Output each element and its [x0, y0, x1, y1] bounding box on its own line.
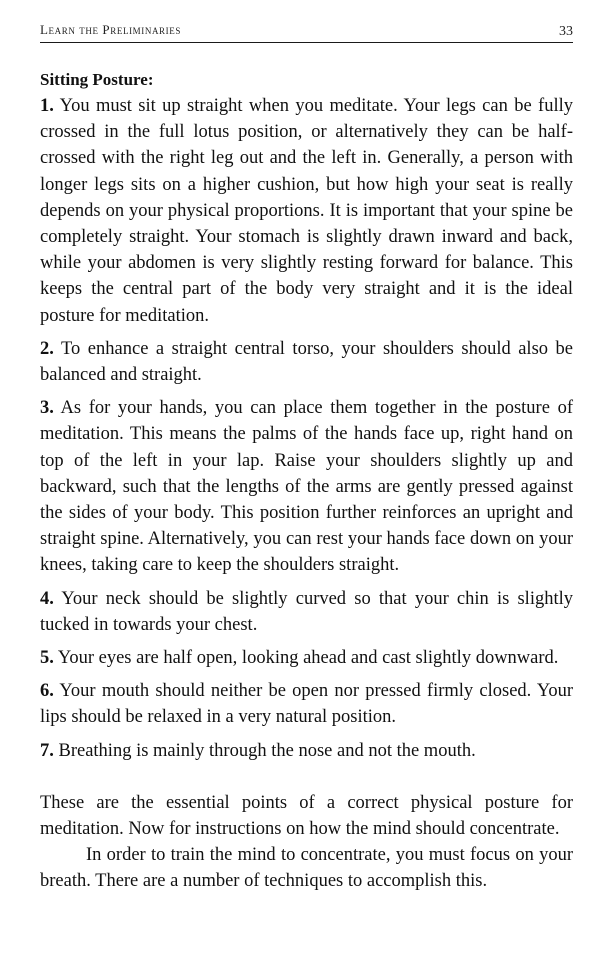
item-text: As for your hands, you can place them together in the posture of meditation. This means the palms of the hands face up, right hand on top of the left in your lap. Raise your shoulders slightly up and backward, such that the lengths of the arms are gently pressed against the sides of your body. This position further reinforces an upright and straight spine. Alternatively, you can rest your hands face down on your knees, taking care to keep the shoulders straight. — [40, 398, 573, 576]
body-text — [40, 69, 573, 895]
list-item — [40, 645, 573, 671]
item-number: 7. — [40, 740, 54, 761]
running-title: Learn the Preliminaries — [40, 22, 181, 37]
item-text: To enhance a straight central torso, your shoulders should also be balanced and straight. — [40, 338, 573, 386]
list-item — [40, 586, 573, 638]
item-number: 5. — [40, 648, 54, 669]
list-item — [40, 93, 573, 329]
item-text: You must sit up straight when you meditate. Your legs can be fully crossed in the full lotus position, or alternatively they can be half-crossed with the right leg out and the left in. Generally, a person with longer legs sits on a higher cushion, but how high your seat is really depends on your physical proportions. It is important that your spine be completely straight. Your stomach is slightly drawn inward and back, while your abdomen is very slightly resting forward for balance. This keeps the central part of the body very straight and it is the ideal posture for meditation. — [40, 96, 573, 326]
list-item — [40, 336, 573, 388]
page-number: 33 — [559, 24, 573, 39]
list-item — [40, 738, 573, 764]
closing-paragraph: These are the essential points of a correct physical posture for meditation. Now for instructions on how the mind should concentrate. — [40, 792, 573, 840]
item-number: 3. — [40, 398, 54, 419]
item-text: Your neck should be slightly curved so that your chin is slightly tucked in towards your chest. — [40, 588, 573, 635]
item-number: 1. — [40, 96, 54, 116]
list-item — [40, 678, 573, 730]
item-number: 6. — [40, 681, 54, 702]
item-number: 4. — [40, 588, 54, 609]
item-text: Breathing is mainly through the nose and not the mouth. — [58, 740, 476, 761]
item-number: 2. — [40, 338, 54, 359]
running-header — [40, 6, 573, 43]
closing-section — [40, 790, 573, 895]
list-item — [40, 395, 573, 578]
section-heading: Sitting Posture: — [40, 70, 154, 89]
item-text: Your mouth should neither be open nor pressed firmly closed. Your lips should be relaxed in a very natural position. — [40, 681, 573, 728]
closing-paragraph: In order to train the mind to concentrate, you must focus on your breath. There are a number of techniques to accomplish this. — [40, 845, 573, 892]
item-text: Your eyes are half open, looking ahead and cast slightly downward. — [57, 648, 559, 669]
